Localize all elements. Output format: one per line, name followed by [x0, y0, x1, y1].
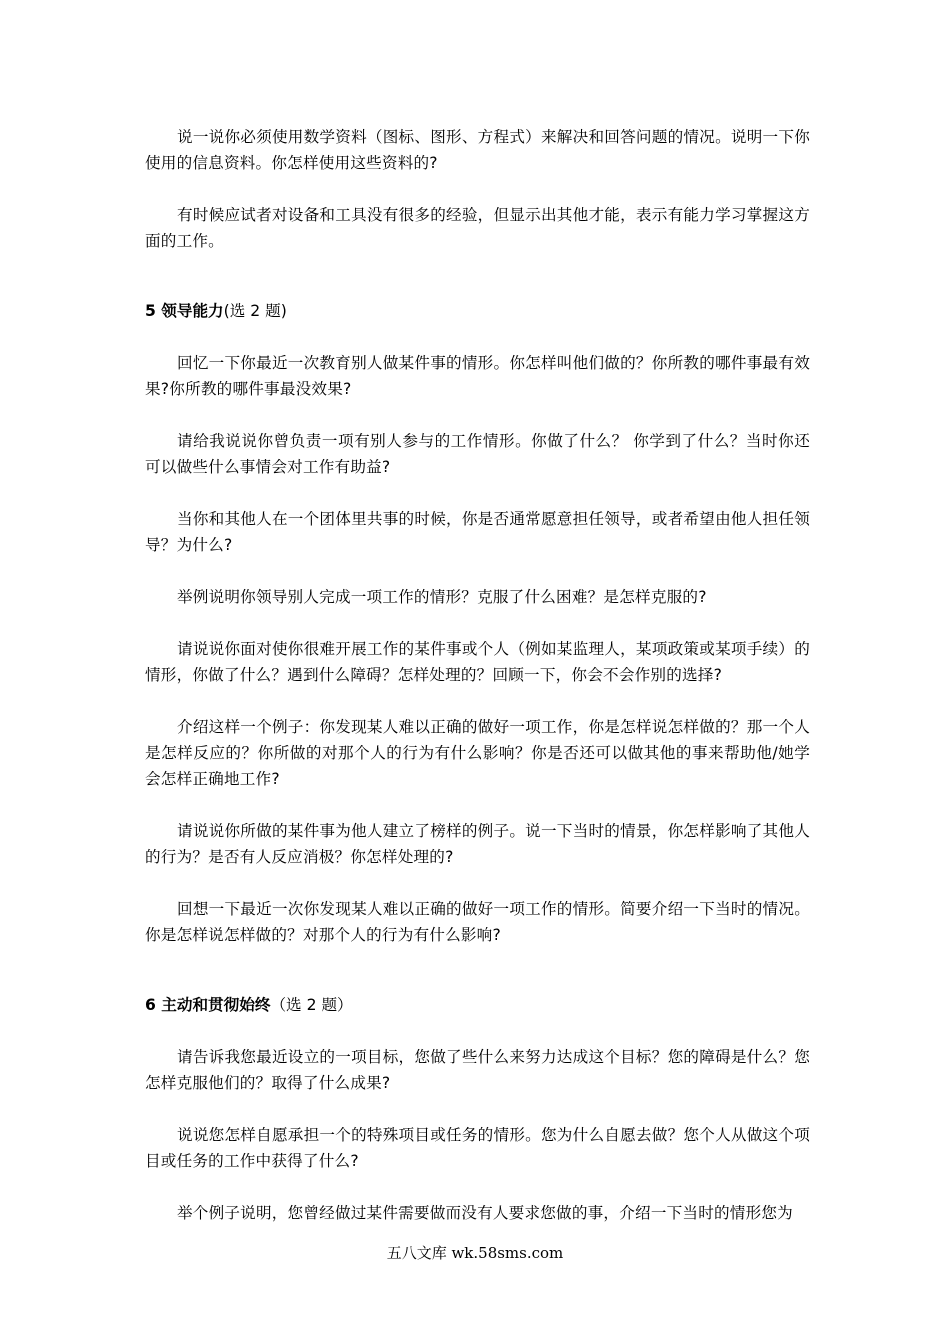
- section-heading-leadership: [145, 298, 810, 324]
- paragraph: 回想一下最近一次你发现某人难以正确的做好一项工作的情形。简要介绍一下当时的情况。你是怎样说怎样做的？对那个人的行为有什么影响?: [145, 900, 810, 944]
- paragraph: 请说说你面对使你很难开展工作的某件事或个人（例如某监理人，某项政策或某项手续）的情形，你做了什么？遇到什么障碍？怎样处理的？回顾一下，你会不会作别的选择?: [145, 640, 810, 684]
- paragraph: 有时候应试者对设备和工具没有很多的经验，但显示出其他才能，表示有能力学习掌握这方面的工作。: [145, 206, 810, 250]
- section-gap: [145, 974, 810, 992]
- section-gap: [145, 280, 810, 298]
- paragraph: 说一说你必须使用数学资料（图标、图形、方程式）来解决和回答问题的情况。说明一下你使用的信息资料。你怎样使用这些资料的?: [145, 128, 810, 172]
- section-title: 5 领导能力: [145, 302, 224, 320]
- paragraph: 请告诉我您最近设立的一项目标，您做了些什么来努力达成这个目标？您的障碍是什么？您怎样克服他们的？取得了什么成果?: [145, 1048, 810, 1092]
- paragraph: 说说您怎样自愿承担一个的特殊项目或任务的情形。您为什么自愿去做？您个人从做这个项目或任务的工作中获得了什么?: [145, 1126, 810, 1170]
- paragraph: 请给我说说你曾负责一项有别人参与的工作情形。你做了什么？ 你学到了什么？当时你还可以做些什么事情会对工作有助益?: [145, 432, 810, 476]
- page-footer: 五八文库 wk.58sms.com: [386, 1244, 564, 1262]
- paragraph: 举个例子说明，您曾经做过某件需要做而没有人要求您做的事，介绍一下当时的情形您为: [177, 1204, 793, 1222]
- paragraph: 回忆一下你最近一次教育别人做某件事的情形。你怎样叫他们做的？你所教的哪件事最有效果?你所教的哪件事最没效果?: [145, 354, 810, 398]
- section-note: （选 2 题）: [270, 996, 353, 1014]
- paragraph: 介绍这样一个例子：你发现某人难以正确的做好一项工作，你是怎样说怎样做的？那一个人是怎样反应的？你所做的对那个人的行为有什么影响？你是否还可以做其他的事来帮助他/她学会怎样正确地工作?: [145, 718, 810, 788]
- section-heading-initiative: [145, 992, 810, 1018]
- paragraph: 举例说明你领导别人完成一项工作的情形？克服了什么困难？是怎样克服的?: [177, 588, 707, 606]
- document-body: [145, 124, 810, 1252]
- section-title: 6 主动和贯彻始终: [145, 996, 271, 1014]
- paragraph: 当你和其他人在一个团体里共事的时候，你是否通常愿意担任领导，或者希望由他人担任领导？为什么?: [145, 510, 810, 554]
- section-note: (选 2 题): [223, 302, 287, 320]
- paragraph: 请说说你所做的某件事为他人建立了榜样的例子。说一下当时的情景，你怎样影响了其他人的行为？是否有人反应消极？你怎样处理的?: [145, 822, 810, 866]
